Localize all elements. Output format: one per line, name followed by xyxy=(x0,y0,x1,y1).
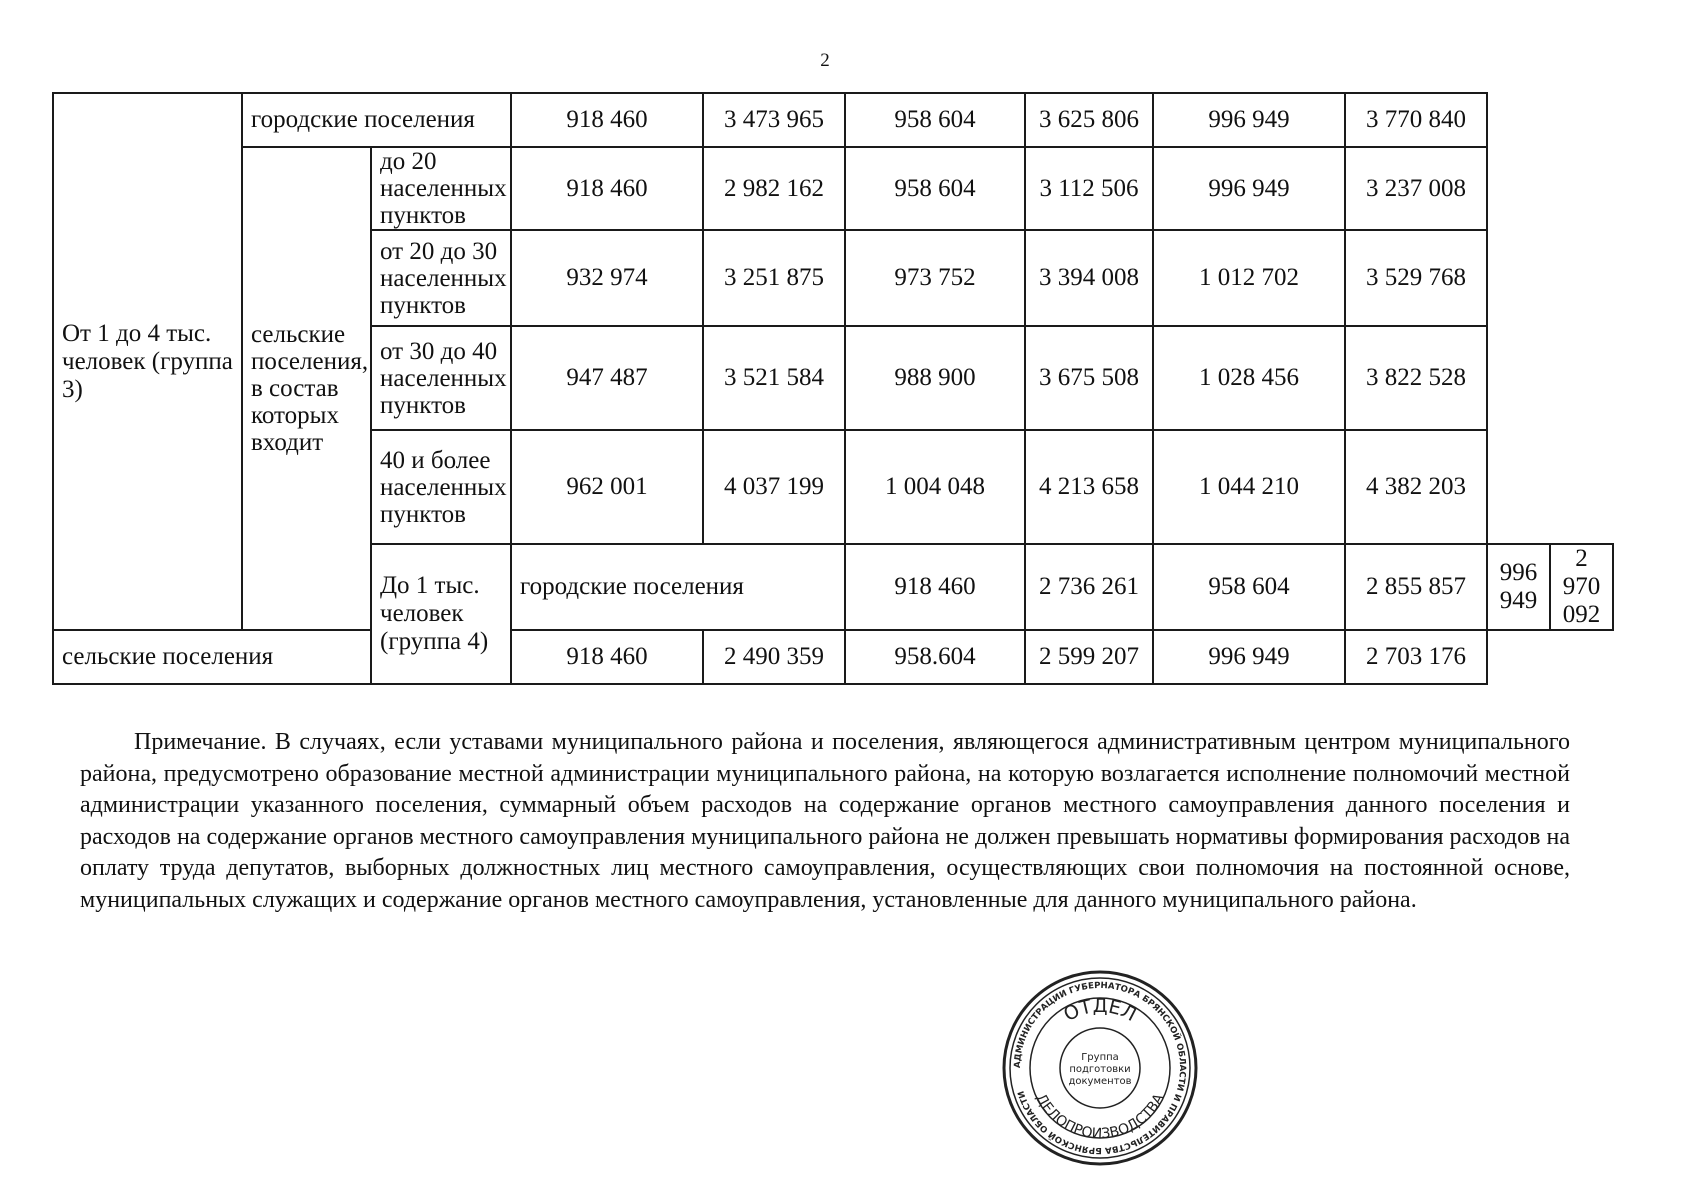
svg-text:ОТДЕЛ xyxy=(1060,995,1140,1026)
table-cell: 2 855 857 xyxy=(1345,544,1487,630)
table-cell: 2 982 162 xyxy=(703,147,845,230)
table-cell: 2 599 207 xyxy=(1025,630,1153,684)
table-cell: 2 703 176 xyxy=(1345,630,1487,684)
table-cell: 3 251 875 xyxy=(703,230,845,326)
table-cell: 958 604 xyxy=(1153,544,1345,630)
table-cell: 4 382 203 xyxy=(1345,430,1487,544)
table-cell: 3 237 008 xyxy=(1345,147,1487,230)
table-cell: 918 460 xyxy=(845,544,1025,630)
settlement-count-label: до 20 населенных пунктов xyxy=(371,147,511,230)
table-cell: 4 213 658 xyxy=(1025,430,1153,544)
table-cell: 973 752 xyxy=(845,230,1025,326)
table-cell: 996 949 xyxy=(1153,630,1345,684)
table-row xyxy=(53,147,1613,230)
norms-table xyxy=(52,92,1614,685)
rural-composite-label: сельские поселения, в состав которых входит xyxy=(242,147,371,630)
table-cell: 1 028 456 xyxy=(1153,326,1345,430)
table-cell: 958 604 xyxy=(845,93,1025,147)
table-row xyxy=(53,93,1613,147)
table-cell: 918 460 xyxy=(511,630,703,684)
urban-label: городские поселения xyxy=(511,544,845,630)
table-cell: 3 625 806 xyxy=(1025,93,1153,147)
table-cell: 958 604 xyxy=(845,147,1025,230)
stamp-top-text: ОТДЕЛ xyxy=(1060,994,1140,1026)
table-cell: 958.604 xyxy=(845,630,1025,684)
table-cell: 947 487 xyxy=(511,326,703,430)
group4-label: До 1 тыс. человек (группа 4) xyxy=(371,544,511,684)
note-paragraph: Примечание. В случаях, если уставами муниципального района и поселения, являющегося административным центром муниципального района, предусмотрено образование местной администрации муниципального района, на которую возлагается исполнение полномочий местной администрации указанного поселения, суммарный объем расходов на содержание органов местного самоуправления данного поселения и расходов на содержание органов местного самоуправления муниципального района не должен превышать нормативы формирования расходов на оплату труда депутатов, выборных должностных лиц местного самоуправления, осуществляющих свои полномочия на постоянной основе, муниципальных служащих и содержание органов местного самоуправления, установленные для данного муниципального района. xyxy=(80,729,1570,913)
official-stamp xyxy=(1000,968,1200,1168)
stamp-center-line-2: подготовки xyxy=(1069,1064,1131,1075)
table-cell: 3 529 768 xyxy=(1345,230,1487,326)
table-cell: 2 970 092 xyxy=(1550,544,1613,630)
table-row xyxy=(53,630,1613,684)
table-cell: 3 822 528 xyxy=(1345,326,1487,430)
table-cell: 3 521 584 xyxy=(703,326,845,430)
table-cell: 918 460 xyxy=(511,93,703,147)
table-cell: 918 460 xyxy=(511,147,703,230)
table-cell: 996 949 xyxy=(1487,544,1550,630)
settlement-count-label: 40 и более населенных пунктов xyxy=(371,430,511,544)
stamp-center-line-3: документов xyxy=(1068,1076,1132,1087)
stamp-outer-text: АДМИНИСТРАЦИИ ГУБЕРНАТОРА БРЯНСКОЙ ОБЛАСТИ И ПРАВИТЕЛЬСТВА БРЯНСКОЙ ОБЛАСТИ xyxy=(1012,980,1188,1156)
table-cell: 2 736 261 xyxy=(1025,544,1153,630)
table-cell: 1 004 048 xyxy=(845,430,1025,544)
table-cell: 2 490 359 xyxy=(703,630,845,684)
table-cell: 988 900 xyxy=(845,326,1025,430)
stamp-center-line-1: Группа xyxy=(1081,1052,1119,1063)
table-cell: 962 001 xyxy=(511,430,703,544)
settlement-count-label: от 30 до 40 населенных пунктов xyxy=(371,326,511,430)
table-cell: 3 675 508 xyxy=(1025,326,1153,430)
stamp-bottom-text: ДЕЛОПРОИЗВОДСТВА xyxy=(1032,1091,1168,1143)
table-cell: 4 037 199 xyxy=(703,430,845,544)
settlement-count-label: от 20 до 30 населенных пунктов xyxy=(371,230,511,326)
rural-label: сельские поселения xyxy=(53,630,371,684)
table-cell: 996 949 xyxy=(1153,93,1345,147)
table-cell: 3 770 840 xyxy=(1345,93,1487,147)
table-cell: 1 012 702 xyxy=(1153,230,1345,326)
table-cell: 3 473 965 xyxy=(703,93,845,147)
table-cell: 932 974 xyxy=(511,230,703,326)
table-cell: 3 112 506 xyxy=(1025,147,1153,230)
table-cell: 996 949 xyxy=(1153,147,1345,230)
table-cell: 3 394 008 xyxy=(1025,230,1153,326)
group3-label: От 1 до 4 тыс. человек (группа 3) xyxy=(53,93,242,630)
page-number: 2 xyxy=(820,50,830,71)
table-cell: 1 044 210 xyxy=(1153,430,1345,544)
urban-label: городские поселения xyxy=(242,93,511,147)
